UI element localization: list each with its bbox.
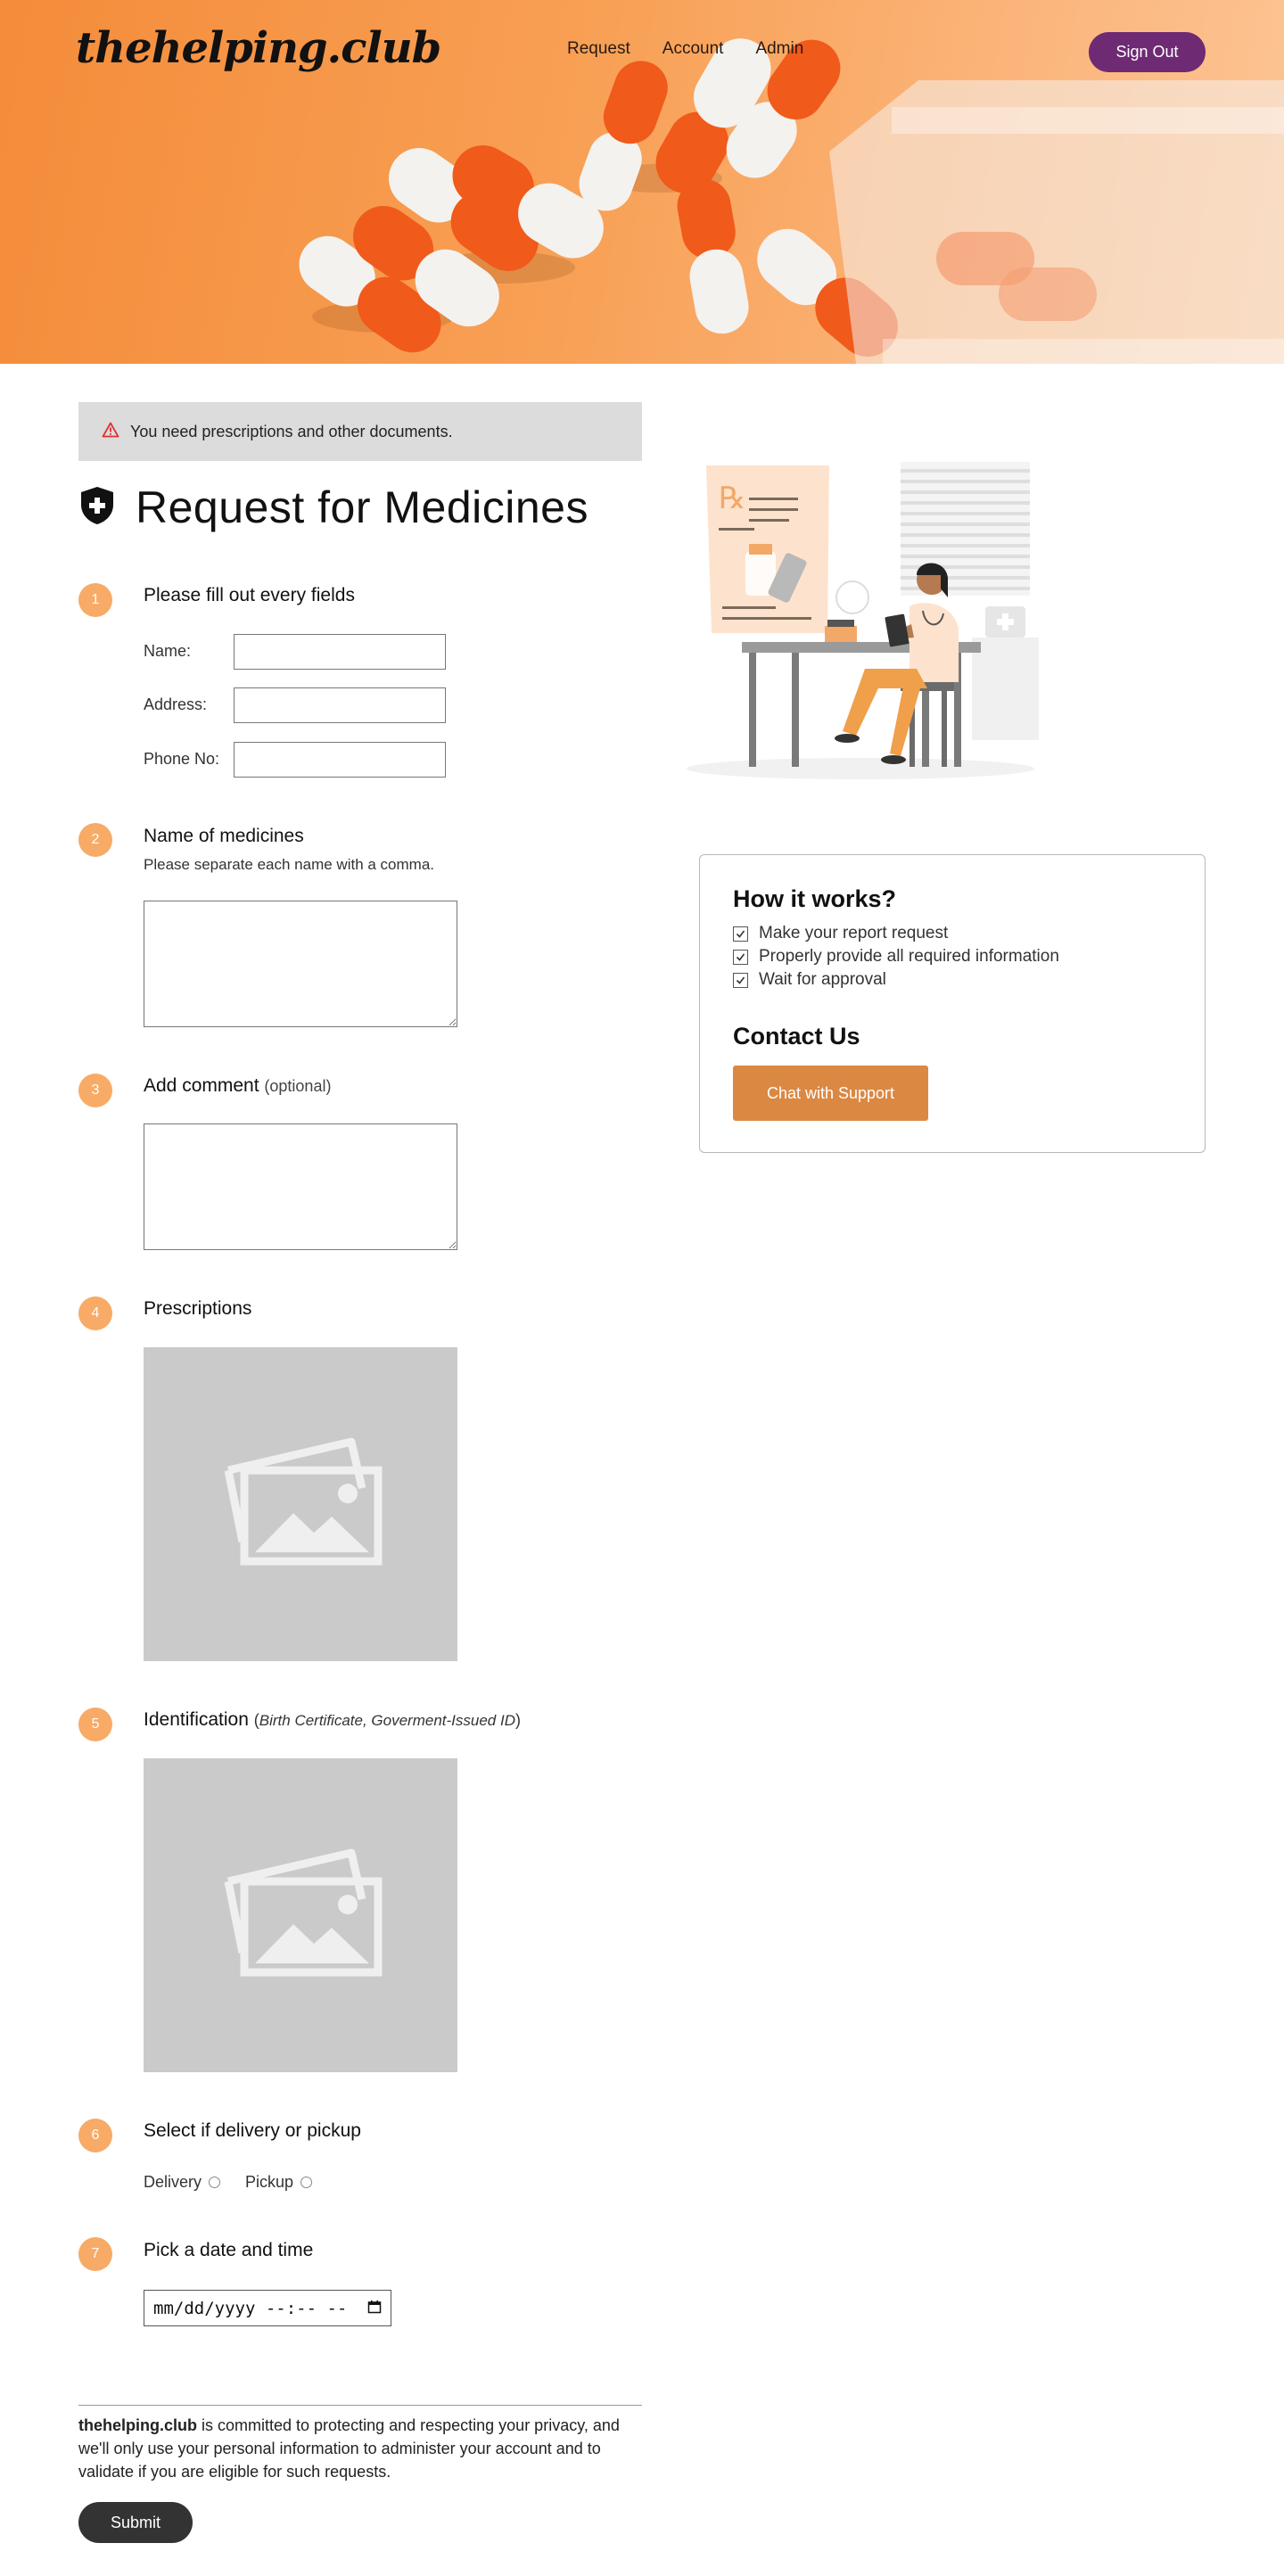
- page-title-row: [78, 481, 588, 533]
- alert-text: You need prescriptions and other documents.: [130, 422, 453, 440]
- address-label: Address:: [144, 695, 208, 713]
- step-3-title-text: Add comment: [144, 1075, 259, 1096]
- nav-account[interactable]: Account: [662, 39, 724, 58]
- name-input[interactable]: [234, 634, 446, 670]
- delivery-radio[interactable]: [209, 2177, 220, 2188]
- checkbox-checked-icon: [733, 973, 748, 988]
- sign-out-button[interactable]: Sign Out: [1089, 32, 1206, 72]
- page-title: Request for Medicines: [136, 482, 588, 532]
- address-input[interactable]: [234, 687, 446, 723]
- svg-text:℞: ℞: [719, 481, 746, 516]
- step-5-badge: 5: [78, 1708, 112, 1741]
- step-5-title-text: Identification: [144, 1709, 249, 1730]
- identification-upload[interactable]: [144, 1758, 457, 2072]
- step-6-title: Select if delivery or pickup: [144, 2120, 361, 2141]
- delivery-label: Delivery: [144, 2173, 202, 2191]
- identification-note-text: Birth Certificate, Goverment-Issued ID: [259, 1712, 515, 1729]
- how-step-1: Make your report request: [759, 924, 949, 942]
- warning-triangle-icon: [102, 422, 119, 442]
- privacy-text: is committed to protecting and respecting your privacy, and we'll only use your personal information to administer your account and to validate if you are eligible for such requests.: [78, 2416, 620, 2481]
- checkbox-checked-icon: [733, 926, 748, 942]
- how-step-3: Wait for approval: [759, 970, 886, 989]
- nav-request[interactable]: Request: [567, 39, 630, 58]
- privacy-statement: [78, 2414, 649, 2483]
- datetime-input[interactable]: [144, 2290, 391, 2326]
- identification-note: (Birth Certificate, Goverment-Issued ID): [253, 1711, 521, 1729]
- image-placeholder-icon: [218, 1435, 387, 1568]
- checkbox-checked-icon: [733, 950, 748, 965]
- how-step-2: Properly provide all required information: [759, 947, 1059, 966]
- step-3-badge: 3: [78, 1074, 112, 1107]
- footer-divider: [78, 2405, 642, 2406]
- step-2-title: Name of medicines: [144, 826, 304, 846]
- name-label: Name:: [144, 642, 192, 660]
- image-placeholder-icon: [218, 1846, 387, 1979]
- doctor-desk-illustration: [687, 455, 1061, 794]
- pickup-label: Pickup: [245, 2173, 294, 2191]
- step-2-badge: 2: [78, 823, 112, 857]
- step-3-title: [144, 1075, 331, 1097]
- hero-header: [0, 0, 1284, 364]
- step-4-title: Prescriptions: [144, 1298, 252, 1319]
- chat-with-support-button[interactable]: Chat with Support: [733, 1066, 928, 1121]
- shield-plus-icon: [78, 485, 116, 531]
- comment-textarea[interactable]: [144, 1123, 457, 1250]
- delivery-pickup-options: [144, 2173, 312, 2192]
- medicines-textarea[interactable]: [144, 901, 457, 1027]
- main-nav: [567, 39, 803, 59]
- delivery-option[interactable]: [144, 2173, 220, 2192]
- list-item: [733, 945, 1059, 968]
- site-logo[interactable]: thehelping.club: [76, 23, 441, 73]
- privacy-brand: thehelping.club: [78, 2416, 197, 2434]
- step-6-badge: 6: [78, 2119, 112, 2152]
- contact-us-title: Contact Us: [733, 1023, 860, 1049]
- submit-button[interactable]: Submit: [78, 2502, 193, 2543]
- nav-admin[interactable]: Admin: [755, 39, 804, 58]
- step-1-title: Please fill out every fields: [144, 585, 355, 605]
- datetime-placeholder: mm/dd/yyyy --:-- --: [153, 2298, 348, 2318]
- how-it-works-title: How it works?: [733, 885, 897, 912]
- phone-input[interactable]: [234, 742, 446, 778]
- how-it-works-list: [733, 922, 1059, 992]
- prescription-upload[interactable]: [144, 1347, 457, 1661]
- how-it-works-card: [699, 854, 1206, 1153]
- pickup-option[interactable]: [245, 2173, 312, 2192]
- list-item: [733, 968, 1059, 992]
- pickup-radio[interactable]: [300, 2177, 312, 2188]
- step-4-badge: 4: [78, 1296, 112, 1330]
- list-item: [733, 922, 1059, 945]
- step-5-title: [144, 1709, 521, 1731]
- step-7-badge: 7: [78, 2237, 112, 2271]
- step-2-subtitle: Please separate each name with a comma.: [144, 856, 435, 873]
- requirements-alert: [78, 402, 642, 461]
- phone-label: Phone No:: [144, 750, 220, 768]
- optional-label: (optional): [264, 1077, 332, 1095]
- step-7-title: Pick a date and time: [144, 2240, 314, 2260]
- step-1-badge: 1: [78, 583, 112, 617]
- calendar-icon[interactable]: [367, 2299, 382, 2318]
